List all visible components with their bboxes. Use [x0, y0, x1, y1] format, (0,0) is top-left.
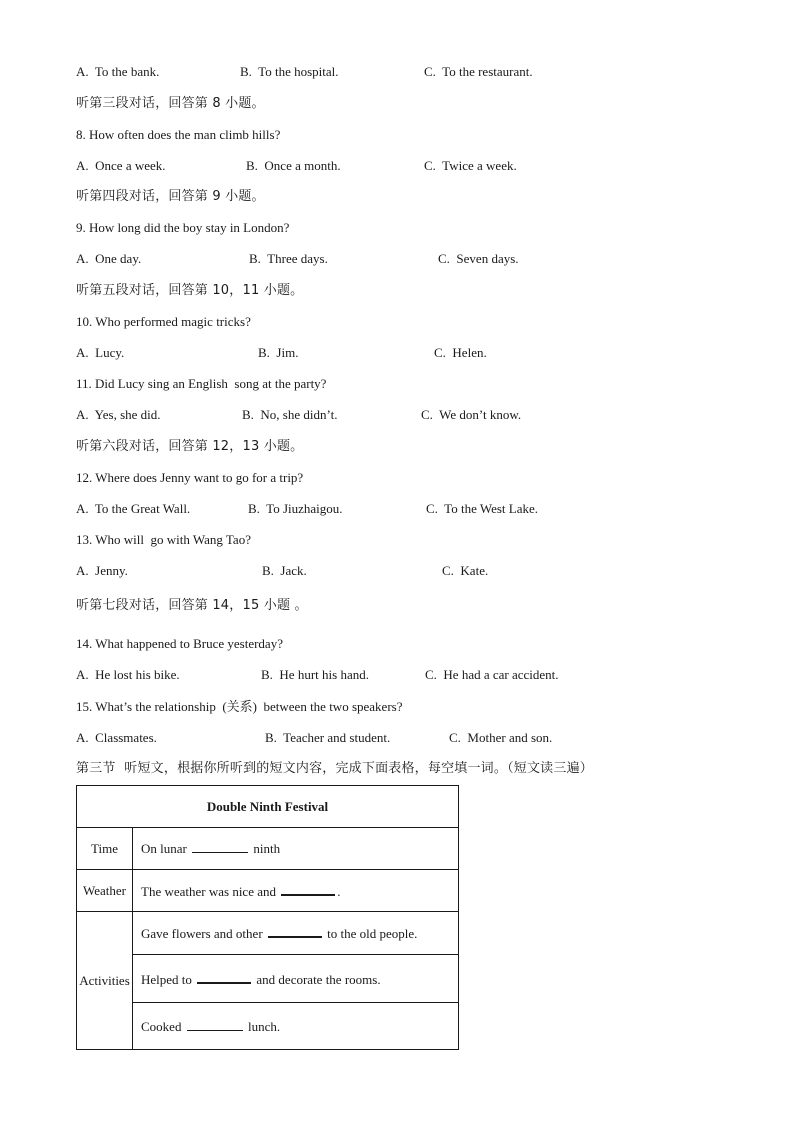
section7-heading: 听第七段对话，回答第 14，15 小题 。: [76, 598, 308, 613]
activity-1-text-after: to the old people.: [327, 926, 418, 941]
q9-question: 9. How long did the boy stay in London?: [76, 220, 290, 235]
section4-heading: 听第四段对话，回答第 9 小题。: [76, 189, 265, 204]
q11-option-c: C. We don’t know.: [421, 407, 522, 422]
weather-cell: [133, 870, 459, 912]
activity-1-cell: [133, 912, 459, 955]
activity-3-cell: [133, 1003, 459, 1050]
q10-question: 10. Who performed magic tricks?: [76, 314, 251, 329]
time-blank[interactable]: [192, 840, 248, 853]
q15-option-a: A. Classmates.: [76, 730, 157, 745]
activity-2-blank[interactable]: [197, 970, 251, 984]
activity-1-blank[interactable]: [268, 924, 322, 938]
q13-option-c: C. Kate.: [442, 563, 489, 578]
section6-heading: 听第六段对话，回答第 12，13 小题。: [76, 439, 304, 454]
q12-option-c: C. To the West Lake.: [426, 501, 539, 516]
weather-blank[interactable]: [281, 882, 335, 896]
q10-option-a: A. Lucy.: [76, 345, 125, 360]
q8-question: 8. How often does the man climb hills?: [76, 127, 281, 142]
activities-label: Activities: [77, 912, 133, 1050]
q7-option-c: C. To the restaurant.: [424, 64, 533, 79]
time-text-before: On lunar: [141, 841, 187, 856]
q8-option-a: A. Once a week.: [76, 158, 166, 173]
activity-3-text-after: lunch.: [247, 1018, 281, 1034]
activity-3-text-before: Cooked: [141, 1018, 182, 1034]
q13-option-a: A. Jenny.: [76, 563, 128, 578]
q15-option-c: C. Mother and son.: [449, 730, 553, 745]
q8-option-c: C. Twice a week.: [424, 158, 517, 173]
q8-option-b: B. Once a month.: [246, 158, 341, 173]
section3-heading: 听第三段对话，回答第 8 小题。: [76, 96, 265, 111]
q7-option-a: A. To the bank.: [76, 64, 160, 79]
section5-heading: 听第五段对话，回答第 10，11 小题。: [76, 283, 304, 298]
part3-instructions: 第三节 听短文，根据你所听到的短文内容，完成下面表格，每空填一词。（短文读三遍）: [76, 761, 593, 776]
q13-option-b: B. Jack.: [262, 563, 307, 578]
q12-question: 12. Where does Jenny want to go for a trip?: [76, 470, 304, 485]
q9-option-b: B. Three days.: [249, 251, 328, 266]
q14-option-b: B. He hurt his hand.: [261, 667, 369, 682]
q12-option-a: A. To the Great Wall.: [76, 501, 191, 516]
weather-text-before: The weather was nice and: [141, 883, 276, 899]
table-title: Double Ninth Festival: [77, 786, 459, 828]
q14-question: 14. What happened to Bruce yesterday?: [76, 636, 283, 651]
q14-option-c: C. He had a car accident.: [425, 667, 559, 682]
q11-question: 11. Did Lucy sing an English song at the party?: [76, 376, 327, 391]
festival-table: [76, 785, 459, 1050]
q7-option-b: B. To the hospital.: [240, 64, 339, 79]
q12-option-b: B. To Jiuzhaigou.: [248, 501, 343, 516]
q13-question: 13. Who will go with Wang Tao?: [76, 532, 251, 547]
q14-option-a: A. He lost his bike.: [76, 667, 180, 682]
q11-option-b: B. No, she didn’t.: [242, 407, 338, 422]
time-cell: [133, 828, 459, 870]
activity-2-text-after: and decorate the rooms.: [256, 971, 381, 987]
q15-option-b: B. Teacher and student.: [265, 730, 391, 745]
activity-3-blank[interactable]: [187, 1018, 243, 1031]
q9-option-c: C. Seven days.: [438, 251, 519, 266]
time-label: Time: [77, 828, 133, 870]
time-text-after: ninth: [253, 841, 281, 856]
q10-option-c: C. Helen.: [434, 345, 487, 360]
weather-text-after: .: [337, 883, 341, 899]
q11-option-a: A. Yes, she did.: [76, 407, 161, 422]
activity-1-text-before: Gave flowers and other: [141, 926, 263, 941]
q10-option-b: B. Jim.: [258, 345, 299, 360]
q15-question: 15. What’s the relationship (关系) between the two speakers?: [76, 699, 403, 714]
weather-label: Weather: [77, 870, 133, 912]
q9-option-a: A. One day.: [76, 251, 142, 266]
activity-2-cell: [133, 955, 459, 1003]
activity-2-text-before: Helped to: [141, 971, 192, 987]
